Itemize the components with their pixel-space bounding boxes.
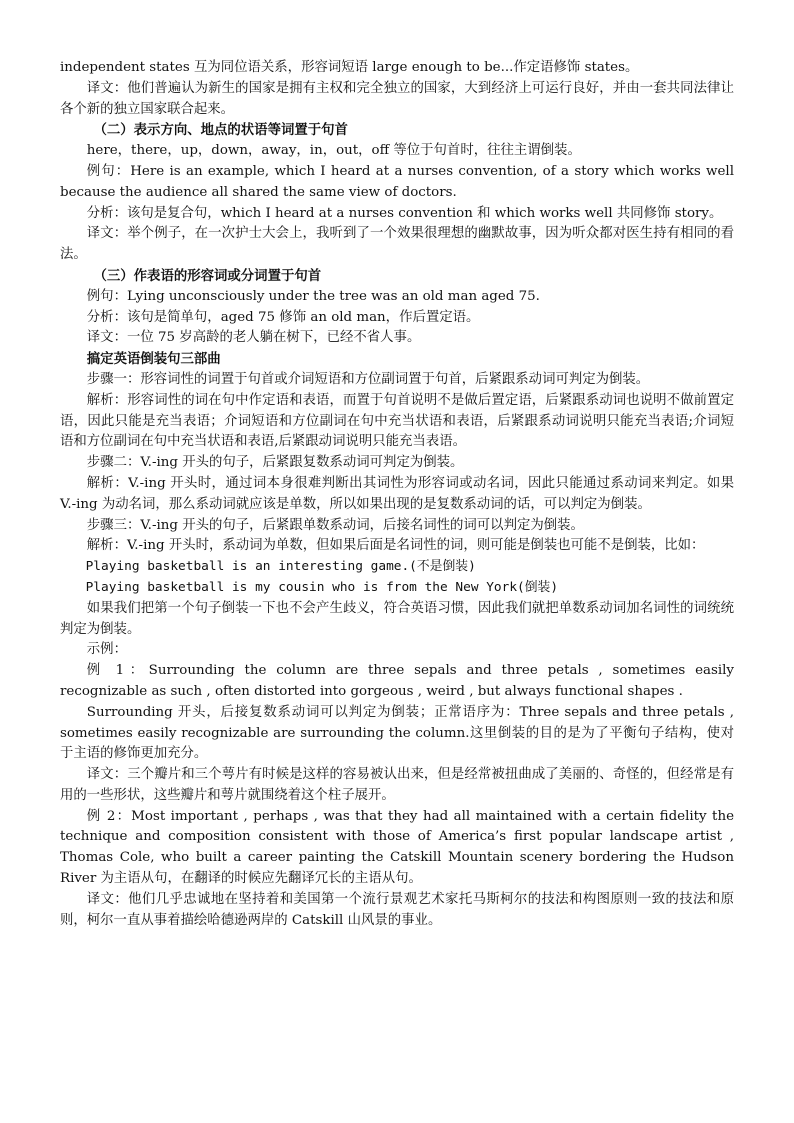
example-paragraph: 例 2：Most important , perhaps , was that they had all maintained with a certain fidelity the technique and composition consistent with those of America’s first popular landscape artist , Thomas Cole, who built a career painting the Catskill Mountain scenery bordering the Hudson River 为主语从句，在翻译的时候应先翻译冗长的主语从句。 [60, 808, 734, 887]
section-heading: （二）表示方向、地点的状语等词置于句首 [93, 122, 348, 139]
paragraph: independent states 互为同位语关系，形容词短语 large enough to be...作定语修饰 states。 [60, 60, 639, 75]
explanation-paragraph: 解析：V.-ing 开头时，系动词为单数，但如果后面是名词性的词，则可能是倒装也可能不是倒装，比如： [86, 538, 705, 554]
paragraph: 示例： [86, 642, 127, 658]
analysis-paragraph: Surrounding 开头，后接复数系动词可以判定为倒装；正常语序为：Three sepals and three petals , sometimes easily recognizable are surrounding the column.这里倒装的目的是为了平衡句子结构，使对于主语的修饰更加充分。 [60, 704, 734, 762]
explanation-paragraph: 解析：V.-ing 开头时，通过词本身很难判断出其词性为形容词或动名词，因此只能通过系动词来判定。如果 V.-ing 为动名词，那么系动词就应该是单数，所以如果出现的是复数系动词的话，可以判定为倒装。 [60, 475, 734, 512]
example-paragraph: 例 1：Surrounding the column are three sepals and three petals , sometimes easily recognizable as such , often distorted into gorgeous , weird , but always functional shapes . [60, 663, 734, 699]
paragraph: here，there，up，down，away，in，out，off 等位于句首时，往往主谓倒装。 [86, 143, 581, 159]
example-sentence: Playing basketball is an interesting game.(不是倒装) [85, 559, 476, 575]
step-paragraph: 步骤三：V.-ing 开头的句子，后紧跟单数系动词，后接名词性的词可以判定为倒装。 [86, 517, 584, 533]
step-paragraph: 步骤二：V.-ing 开头的句子，后紧跟复数系动词可判定为倒装。 [86, 455, 464, 471]
step-paragraph: 步骤一：形容词性的词置于句首或介词短语和方位副词置于句首，后紧跟系动词可判定为倒装。 [86, 371, 650, 387]
translation-paragraph: 译文：举个例子，在一次护士大会上，我听到了一个效果很理想的幽默故事，因为听众都对医生持有相同的看法。 [60, 226, 734, 263]
translation-paragraph: 译文：他们几乎忠诚地在坚持着和美国第一个流行景观艺术家托马斯柯尔的技法和构图原则一致的技法和原则，柯尔一直从事着描绘哈德逊两岸的 Catskill 山风景的事业。 [60, 891, 734, 928]
section-heading: 搞定英语倒装句三部曲 [86, 351, 221, 368]
example-sentence: Playing basketball is my cousin who is from the New York(倒装) [85, 579, 559, 595]
translation-paragraph: 译文：三个瓣片和三个萼片有时候是这样的容易被认出来，但是经常被扭曲成了美丽的、奇怪的，但经常是有用的一些形状，这些瓣片和萼片就围绕着这个柱子展开。 [60, 767, 734, 803]
analysis-paragraph: 分析：该句是简单句，aged 75 修饰 an old man，作后置定语。 [86, 309, 480, 325]
translation-paragraph: 译文：他们普遍认为新生的国家是拥有主权和完全独立的国家，大到经济上可运行良好，并由一套共同法律让各个新的独立国家联合起来。 [60, 80, 734, 117]
paragraph: 如果我们把第一个句子倒装一下也不会产生歧义，符合英语习惯，因此我们就把单数系动词加名词性的词统统判定为倒装。 [60, 600, 734, 637]
translation-paragraph: 译文：一位 75 岁高龄的老人躺在树下，已经不省人事。 [86, 330, 421, 346]
explanation-paragraph: 解析：形容词性的词在句中作定语和表语，而置于句首说明不是做后置定语，后紧跟系动词也说明不做前置定语，因此只能是充当表语；介词短语和方位副词在句中充当状语和表语，后紧跟系动词说明只能充当表语;介词短语和方位副词在句中充当状语和表语,后紧跟动词说明只能充当表语。 [60, 392, 734, 450]
example-paragraph: 例句：Lying unconsciously under the tree was an old man aged 75. [86, 288, 540, 304]
section-heading: （三）作表语的形容词或分词置于句首 [93, 267, 322, 284]
example-paragraph: 例句：Here is an example, which I heard at a nurses convention, of a story which works well because the audience all shared the same view of doctors. [60, 163, 734, 200]
document-page [60, 58, 734, 931]
analysis-paragraph: 分析：该句是复合句，which I heard at a nurses convention 和 which works well 共同修饰 story。 [86, 205, 723, 221]
